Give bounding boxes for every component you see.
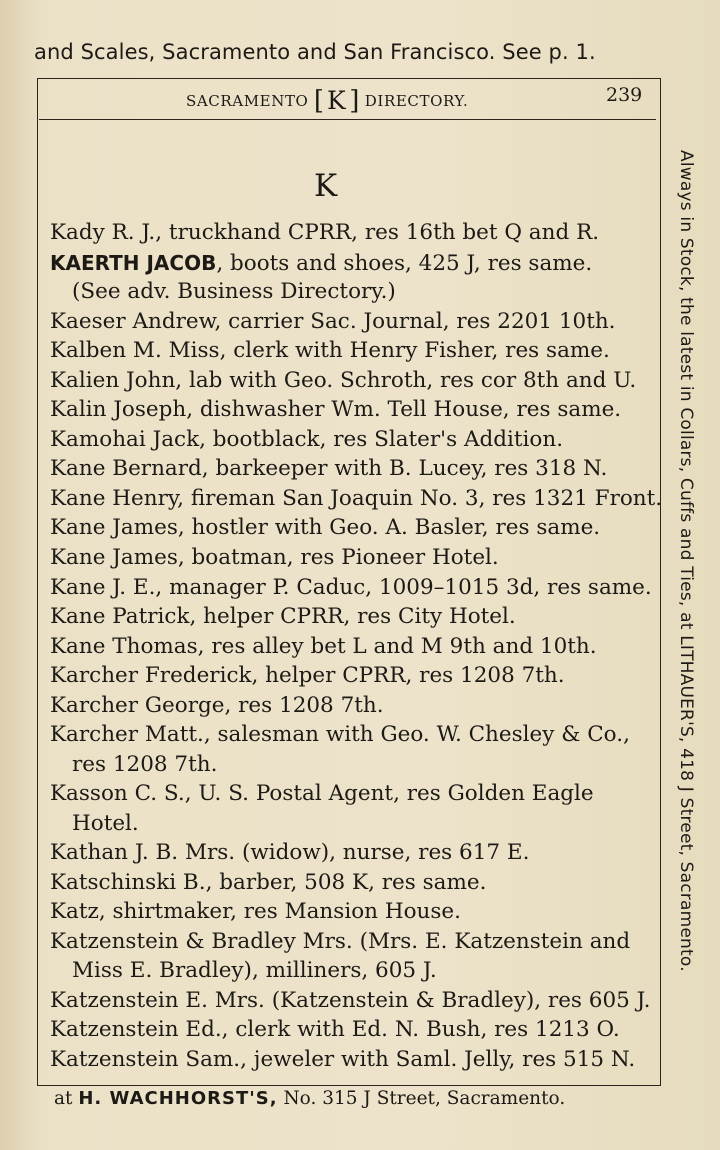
entry-line: Karcher George, res 1208 7th. [50, 693, 384, 718]
entry-line: Katzenstein E. Mrs. (Katzenstein & Bradley), res 605 J. [50, 988, 651, 1013]
bottom-advertisement [54, 1088, 565, 1109]
entry-line: Kamohai Jack, bootblack, res Slater's Addition. [50, 427, 564, 452]
entry-text: , boots and shoes, 425 J, res same. [216, 251, 593, 276]
entry-line: Kane Henry, fireman San Joaquin No. 3, res 1321 Front. [50, 486, 663, 511]
page-number: 239 [606, 84, 643, 106]
entry-line: Katschinski B., barber, 508 K, res same. [50, 870, 487, 895]
running-head-left: SACRAMENTO [186, 92, 309, 110]
entry-line: Kane James, hostler with Geo. A. Basler, res same. [50, 515, 601, 540]
running-head-right: DIRECTORY. [364, 92, 469, 110]
side-advertisement-text: Always in Stock, the latest in Collars, Cuffs and Ties, at LITHAUER'S, 418 J Street, Sacramento. [676, 150, 696, 972]
running-head-letter: K [326, 86, 347, 115]
entry-line: Katzenstein Sam., jeweler with Saml. Jelly, res 515 N. [50, 1047, 636, 1072]
entry-continuation: Miss E. Bradley), milliners, 605 J. [72, 958, 437, 983]
entry-line: Kaeser Andrew, carrier Sac. Journal, res 2201 10th. [50, 309, 616, 334]
bottom-ad-firm: H. WACHHORST'S, [78, 1088, 278, 1109]
bracket-close: ] [349, 86, 360, 116]
entry-line: Kane James, boatman, res Pioneer Hotel. [50, 545, 499, 570]
entry-line [50, 248, 592, 278]
top-advertisement: and Scales, Sacramento and San Francisco. See p. 1. [34, 40, 596, 64]
entry-line: Katz, shirtmaker, res Mansion House. [50, 899, 461, 924]
bottom-ad-prefix: at [54, 1088, 73, 1109]
section-letter: K [314, 168, 339, 204]
entry-bold-name: KAERTH JACOB [50, 251, 217, 275]
entry-continuation: Hotel. [72, 811, 139, 836]
header-rule [39, 119, 656, 120]
bracket-open: [ [313, 86, 324, 116]
entry-line: Kalin Joseph, dishwasher Wm. Tell House, res same. [50, 397, 622, 422]
entry-line: Karcher Frederick, helper CPRR, res 1208 7th. [50, 663, 565, 688]
entry-line: Katzenstein & Bradley Mrs. (Mrs. E. Katzenstein and [50, 929, 631, 954]
entry-line: Kane Patrick, helper CPRR, res City Hotel. [50, 604, 516, 629]
entry-line: Kane Bernard, barkeeper with B. Lucey, res 318 N. [50, 456, 608, 481]
entry-line: Kalien John, lab with Geo. Schroth, res cor 8th and U. [50, 368, 637, 393]
entry-line: Kady R. J., truckhand CPRR, res 16th bet Q and R. [50, 220, 600, 245]
entry-line: Kasson C. S., U. S. Postal Agent, res Golden Eagle [50, 781, 594, 806]
entry-line: Katzenstein Ed., clerk with Ed. N. Bush, res 1213 O. [50, 1017, 620, 1042]
entry-line: Kane Thomas, res alley bet L and M 9th and 10th. [50, 634, 597, 659]
side-advertisement [666, 150, 698, 998]
bottom-ad-address: No. 315 J Street, Sacramento. [283, 1088, 566, 1109]
entry-continuation: (See adv. Business Directory.) [72, 279, 396, 304]
entry-continuation: res 1208 7th. [72, 752, 218, 777]
running-head [186, 86, 468, 116]
entry-line: Kathan J. B. Mrs. (widow), nurse, res 617 E. [50, 840, 530, 865]
entry-line: Kalben M. Miss, clerk with Henry Fisher, res same. [50, 338, 610, 363]
entry-line: Karcher Matt., salesman with Geo. W. Chesley & Co., [50, 722, 630, 747]
entry-line: Kane J. E., manager P. Caduc, 1009–1015 3d, res same. [50, 575, 652, 600]
